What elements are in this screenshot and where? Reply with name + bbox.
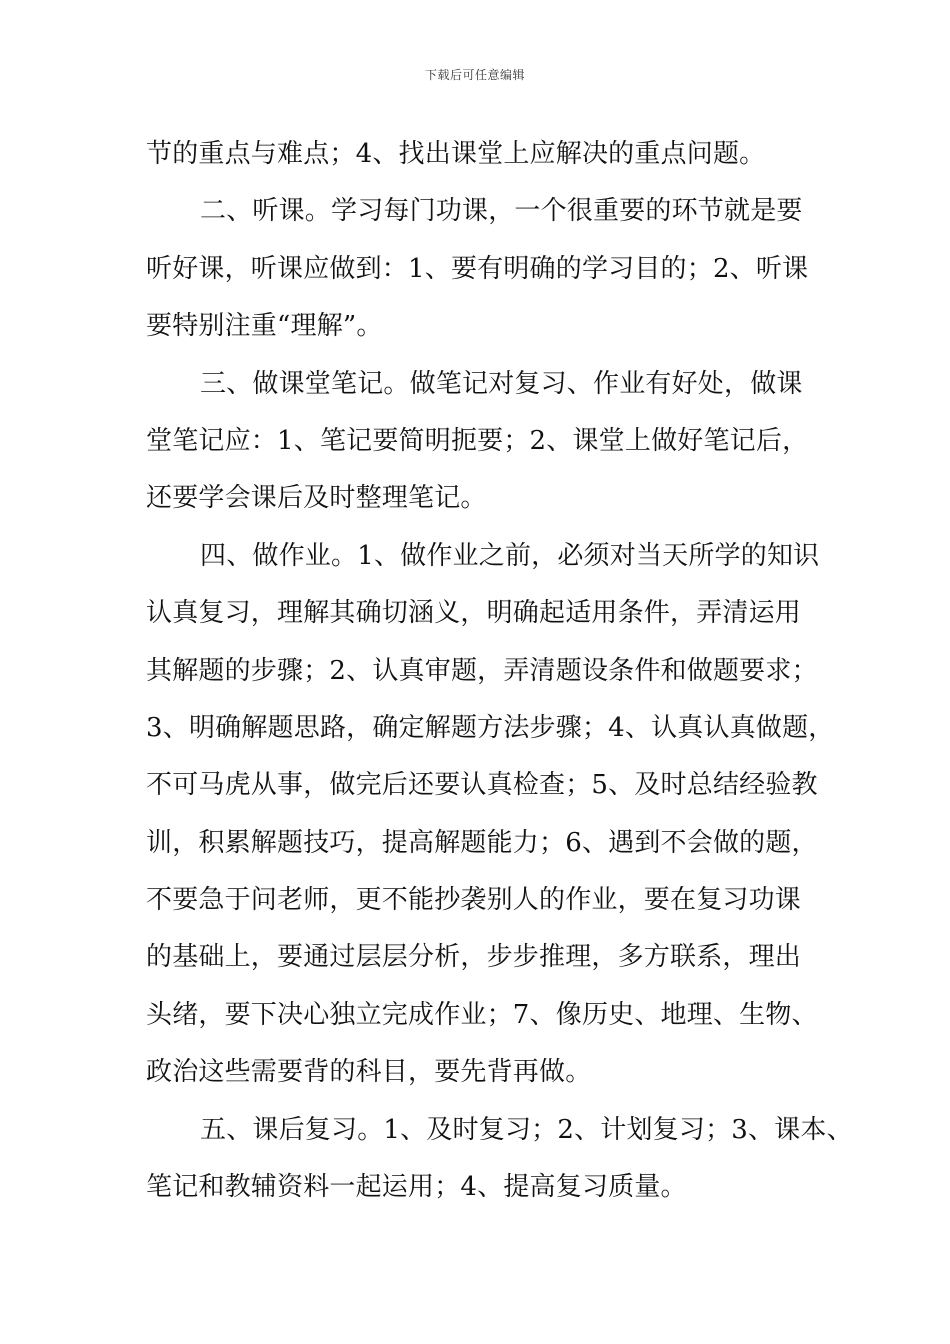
document-body — [146, 126, 853, 1216]
page-header: 下载后可任意编辑 — [424, 68, 525, 82]
paragraph-start-line: 二、听课。学习每门功课，一个很重要的环节就是要 — [200, 196, 803, 227]
text-line: 政治这些需要背的科目，要先背再做。 — [146, 1057, 592, 1088]
text-line: 3、明确解题思路，确定解题方法步骤；4、认真认真做题， — [146, 712, 835, 743]
text-line: 其解题的步骤；2、认真审题，弄清题设条件和做题要求； — [146, 655, 818, 686]
text-line: 堂笔记应：1、笔记要简明扼要；2、课堂上做好笔记后， — [146, 425, 809, 456]
text-line: 听好课，听课应做到：1、要有明确的学习目的；2、听课 — [146, 253, 809, 284]
text-line: 笔记和教辅资料一起运用；4、提高复习质量。 — [146, 1172, 687, 1203]
text-line: 节的重点与难点；4、找出课堂上应解决的重点问题。 — [146, 139, 766, 169]
text-line: 训，积累解题技巧，提高解题能力；6、遇到不会做的题， — [146, 827, 818, 858]
paragraph-start-line: 五、课后复习。1、及时复习；2、计划复习；3、课本、 — [200, 1114, 853, 1145]
text-line: 还要学会课后及时整理笔记。 — [146, 483, 487, 514]
text-line: 头绪，要下决心独立完成作业；7、像历史、地理、生物、 — [146, 999, 818, 1030]
paragraph-start-line: 四、做作业。1、做作业之前，必须对当天所学的知识 — [200, 540, 820, 571]
text-line: 不可马虎从事，做完后还要认真检查；5、及时总结经验教 — [146, 770, 818, 801]
text-line: 要特别注重“理解”。 — [146, 311, 383, 342]
text-line: 的基础上，要通过层层分析，步步推理，多方联系，理出 — [146, 942, 802, 973]
paragraph-start-line: 三、做课堂笔记。做笔记对复习、作业有好处，做课 — [200, 368, 803, 399]
text-line: 认真复习，理解其确切涵义，明确起适用条件，弄清运用 — [146, 598, 802, 629]
text-line: 不要急于问老师，更不能抄袭别人的作业，要在复习功课 — [146, 885, 802, 916]
